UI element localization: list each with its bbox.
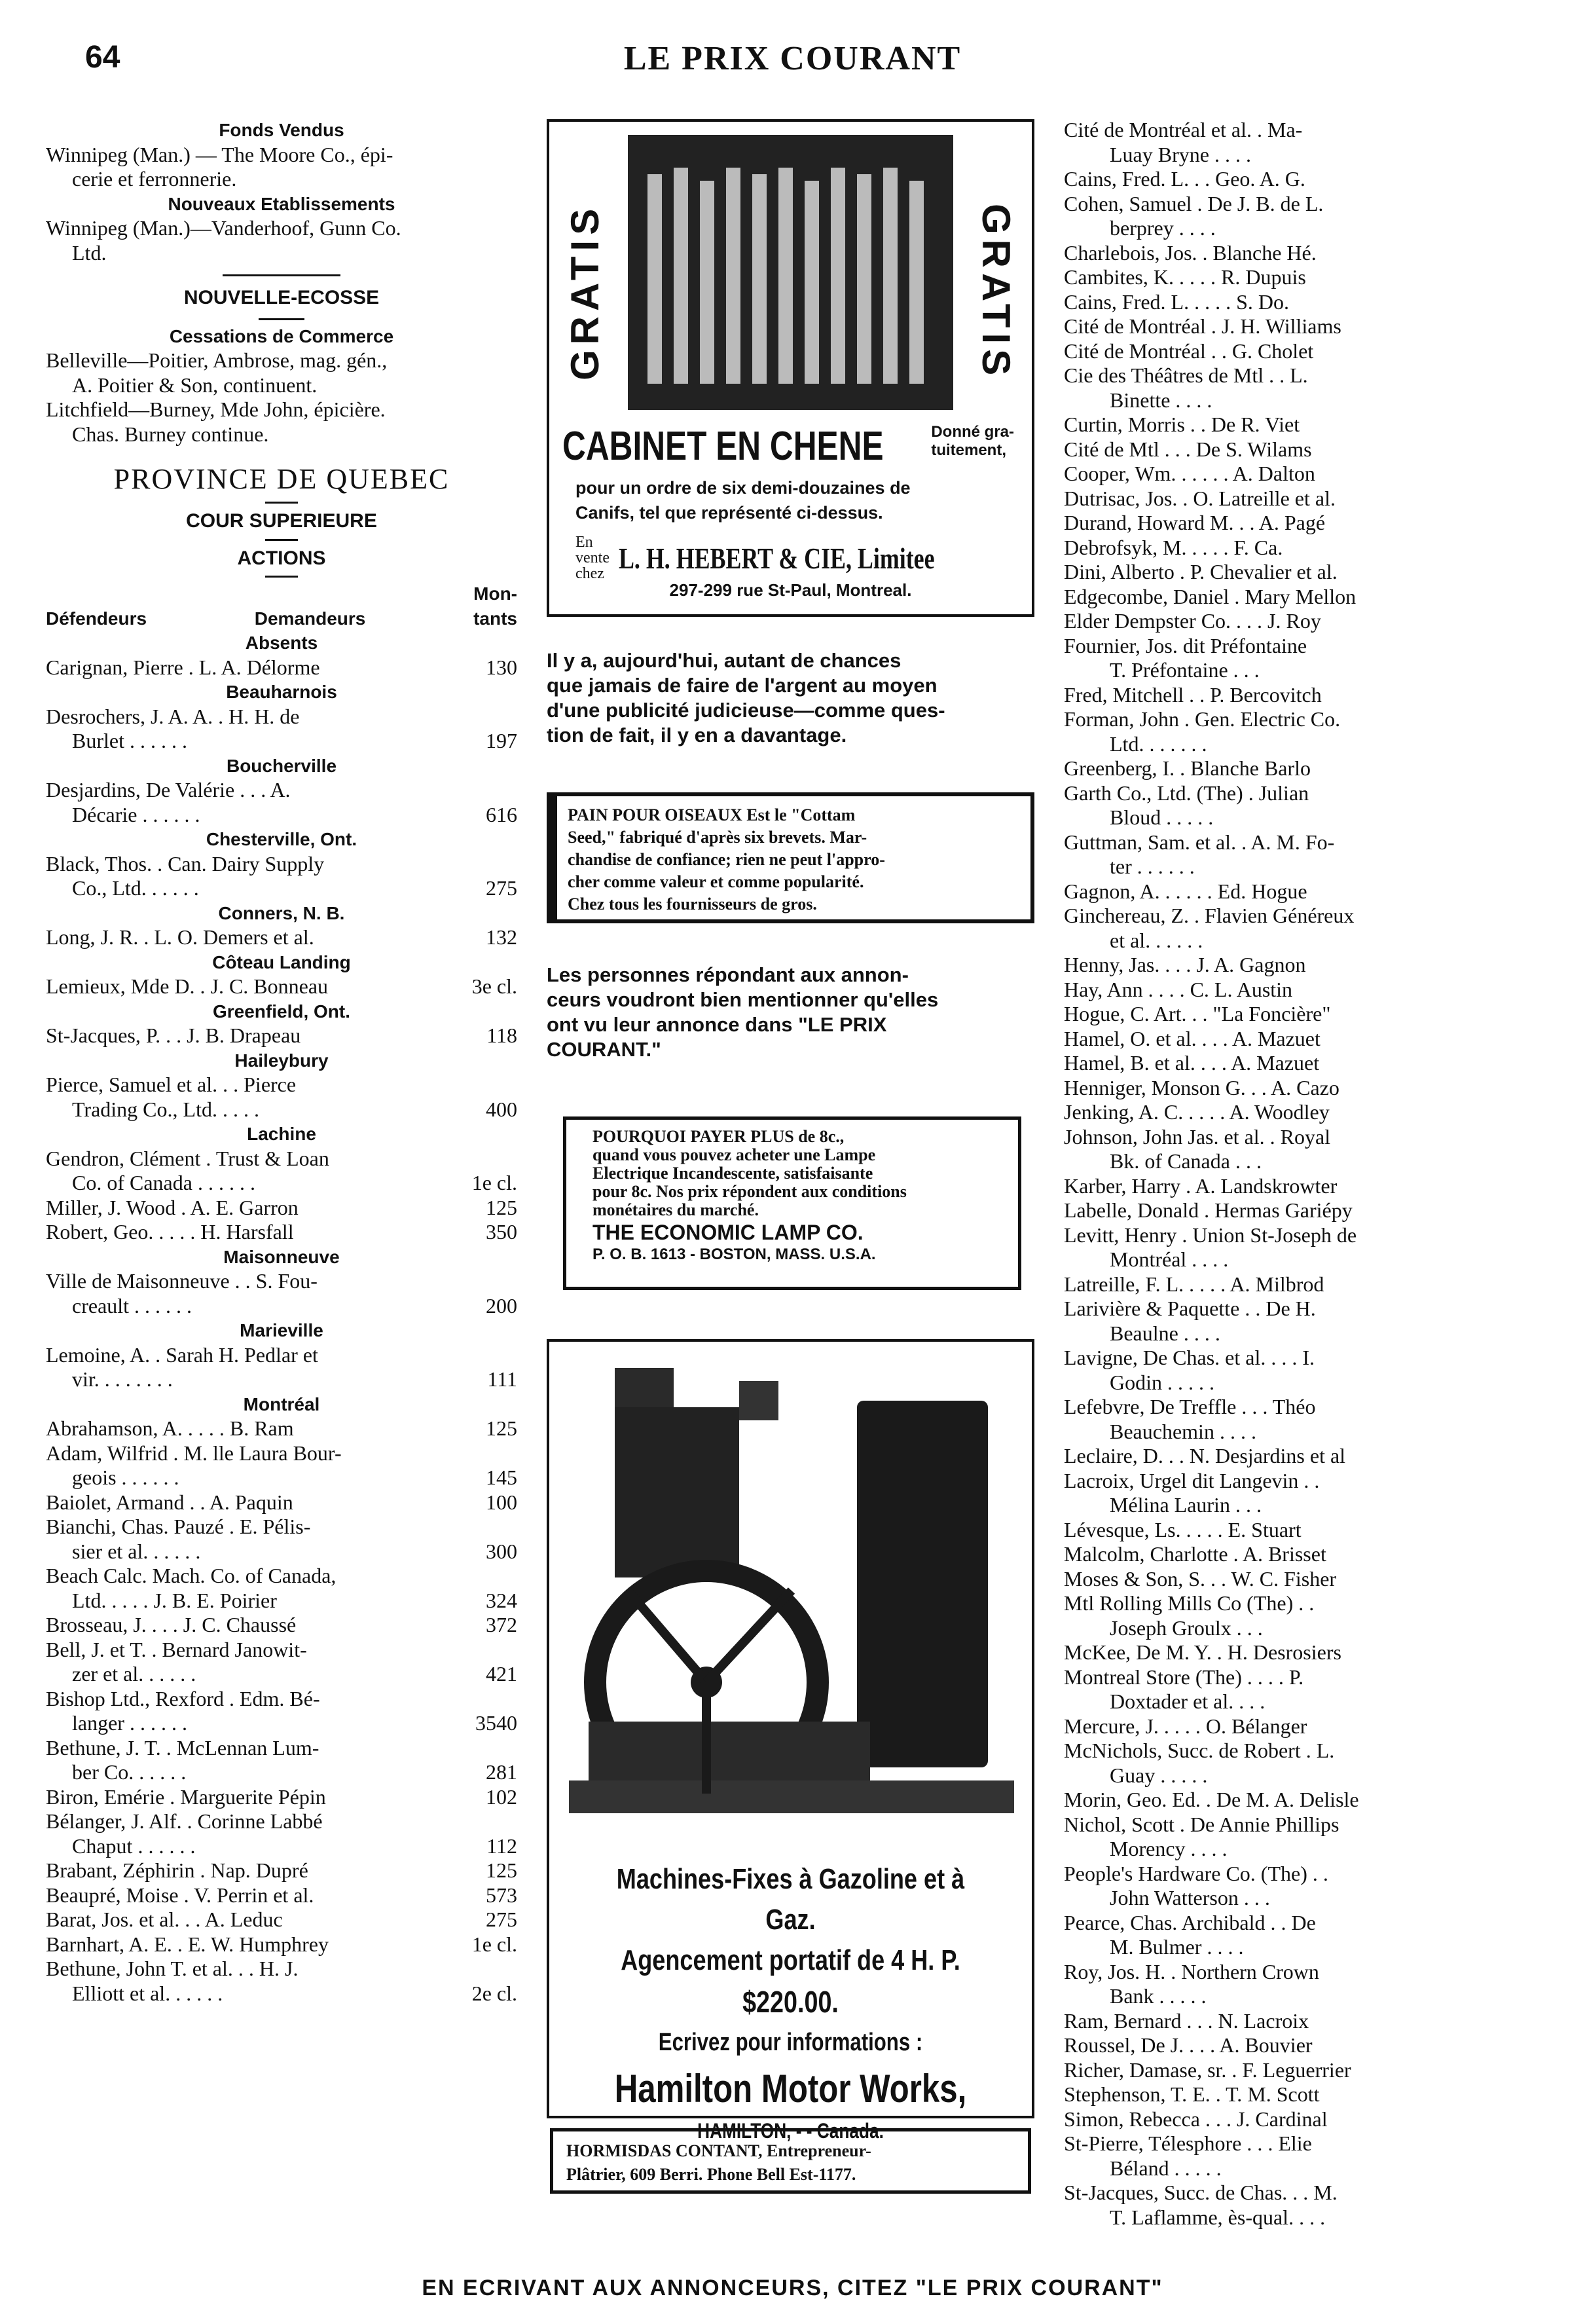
entry-line: Robert, Geo. . . . . H. Harsfall [46,1220,294,1244]
list-item: Malcolm, Charlotte . A. Brisset [1064,1542,1326,1566]
list-item: Karber, Harry . A. Landskrowter [1064,1173,1338,1198]
list-item: Montreal Store (The) . . . . P. [1064,1665,1304,1689]
place-heading: Conners, N. B. [218,902,345,923]
repondant-line: COURANT." [547,1038,661,1061]
list-item: Morin, Geo. Ed. . De M. A. Delisle [1064,1788,1359,1811]
entry-line: Bethune, J. T. . McLennan Lum- [46,1735,319,1760]
entry-line: Barnhart, A. E. . E. W. Humphrey [46,1932,329,1956]
text-line: Winnipeg (Man.)—Vanderhoof, Gunn Co. [46,216,401,240]
text-line: Chas. Burney continue. [72,422,269,446]
entry-line: vir. . . . . . . . [72,1367,173,1391]
list-item: Mtl Rolling Mills Co (The) . . [1064,1591,1315,1615]
list-item: McNichols, Succ. de Robert . L. [1064,1739,1335,1762]
entry-line: Bethune, John T. et al. . . H. J. [46,1957,299,1980]
table-row [46,1196,517,1221]
list-item: Ram, Bernard . . . N. Lacroix [1064,2008,1309,2033]
place-heading: Lachine [247,1124,316,1144]
list-item: Fournier, Jos. dit Préfontaine [1064,633,1307,657]
table-row [46,1073,517,1122]
list-item: Larivière & Paquette . . De H. [1064,1297,1316,1320]
list-item: Lacroix, Urgel dit Langevin . . [1064,1468,1320,1492]
lamp-line: POURQUOI PAYER PLUS de 8c., [592,1127,845,1146]
table-row [46,655,517,680]
entry-amount: 3e cl. [471,974,517,998]
right-column [1064,118,1548,2230]
lamp-line: Electrique Incandescente, satisfaisante [592,1164,873,1183]
table-row [46,974,517,999]
entry-amount: 275 [486,1908,517,1931]
list-item: Levitt, Henry . Union St-Joseph de [1064,1223,1357,1247]
divider-rule [223,274,340,276]
gratis-vente-line: En vente [575,534,610,566]
entry-amount: 275 [486,876,517,900]
list-item: T. Préfontaine . . . [1110,658,1260,682]
entry-line: Bianchi, Chas. Pauzé . E. Pélis- [46,1515,311,1538]
divider-rule [265,539,298,541]
entry-line: Bishop Ltd., Rexford . Edm. Bé- [46,1686,320,1710]
chances-line: Il y a, aujourd'hui, autant de chances [547,649,902,672]
list-item: Ltd. . . . . . . [1110,731,1207,756]
list-item: Godin . . . . . [1110,1370,1214,1394]
list-item: Cité de Montréal . . G. Cholet [1064,339,1314,363]
divider-rule [265,576,298,578]
gratis-side-line: tuitement, [931,441,1006,459]
table-row [46,1809,517,1858]
list-item: Montréal . . . . [1110,1247,1229,1271]
entry-amount: 125 [486,1416,517,1440]
motor-firm: Hamilton Motor Works, [614,2067,967,2111]
list-item: Richer, Damase, sr. . F. Leguerrier [1064,2057,1351,2082]
list-item: Morency . . . . [1110,1837,1228,1860]
gratis-text-line: pour un ordre de six demi-douzaines de [575,478,911,498]
lamp-line: quand vous pouvez acheter une Lampe [592,1145,876,1164]
gratis-text [575,475,1008,525]
list-item: ter . . . . . . [1110,855,1195,878]
entry-amount: 616 [486,802,517,826]
text-line: cerie et ferronnerie. [72,167,237,191]
list-item: Forman, John . Gen. Electric Co. [1064,707,1341,731]
table-row [46,1441,517,1490]
list-item: John Watterson . . . [1110,1886,1270,1909]
lamp-line: monétaires du marché. [592,1200,759,1219]
gratis-firm: L. H. HEBERT & CIE, Limitee [618,541,935,575]
list-item: Beauchemin . . . . [1110,1419,1256,1443]
list-item: Bloud . . . . . [1110,805,1214,829]
list-item: Labelle, Donald . Hermas Gariépy [1064,1198,1353,1222]
entry-line: Lemieux, Mde D. . J. C. Bonneau [46,974,329,998]
repondant-line: ceurs voudront bien mentionner qu'elles [547,988,939,1011]
gratis-side-line: Donné gra- [931,423,1014,441]
place-heading: Chesterville, Ont. [206,829,357,849]
entry-line: Biron, Emérie . Marguerite Pépin [46,1784,326,1809]
gratis-ad [547,119,1034,617]
text-line: Winnipeg (Man.) — The Moore Co., épi- [46,142,393,166]
table-row [46,1490,517,1515]
engine-illustration [549,1342,1032,1839]
list-item: Cohen, Samuel . De J. B. de L. [1064,191,1324,215]
left-column [46,118,517,2006]
list-item: Cooper, Wm. . . . . . A. Dalton [1064,462,1315,485]
entry-line: Décarie . . . . . . [72,802,200,826]
entry-amount: 2e cl. [471,1981,517,2005]
entry-amount: 1e cl. [471,1171,517,1194]
gratis-left-vertical: GRATIS [563,203,607,381]
motor-address: HAMILTON, - - Canada. [697,2119,884,2143]
list-item: Bk. of Canada . . . [1110,1149,1262,1173]
place-heading: Haileybury [234,1050,329,1071]
section-heading: Cessations de Commerce [169,325,394,346]
list-item: Charlebois, Jos. . Blanche Hé. [1064,240,1317,265]
list-item: Garth Co., Ltd. (The) . Julian [1064,781,1309,805]
table-row [46,1343,517,1392]
column-header-demandeurs: Demandeurs [254,608,366,629]
list-item: Luay Bryne . . . . [1110,142,1251,166]
list-item: Simon, Rebecca . . . J. Cardinal [1064,2107,1328,2131]
entry-line: Desrochers, J. A. A. . H. H. de [46,704,300,728]
list-item: T. Laflamme, ès-qual. . . . [1110,2205,1326,2229]
list-item: Nichol, Scott . De Annie Phillips [1064,1812,1339,1836]
list-item: Cains, Fred. L. . . Geo. A. G. [1064,167,1305,191]
list-item: Doxtader et al. . . . [1110,1689,1266,1713]
pain-line: Chez tous les fournisseurs de gros. [568,895,817,913]
list-item: Cie des Théâtres de Mtl . . L. [1064,363,1308,387]
entry-amount: 132 [486,925,517,949]
gratis-address: 297-299 rue St-Paul, Montreal. [669,580,912,600]
text-line: Belleville—Poitier, Ambrose, mag. gén., [46,348,388,372]
pain-line: chandise de confiance; rien ne peut l'appro- [568,850,885,869]
gratis-right-vertical: GRATIS [974,203,1018,381]
section-heading: COUR SUPERIEURE [186,510,377,532]
entry-line: Beach Calc. Mach. Co. of Canada, [46,1564,337,1587]
entry-amount: 281 [486,1760,517,1784]
entry-amount: 200 [486,1293,517,1318]
place-heading: Beauharnois [226,682,337,702]
entry-line: Desjardins, De Valérie . . . A. [46,778,291,802]
table-row [46,1564,517,1613]
table-header-row [46,581,517,606]
lamp-firm: THE ECONOMIC LAMP CO. [592,1221,864,1244]
motor-line-2: Agencement portatif de 4 H. P. [621,1944,960,1976]
pain-oiseaux-ad [547,792,1034,923]
table-row [46,925,517,950]
gratis-title: CABINET EN CHENE [562,424,884,469]
list-item: Jenking, A. C. . . . . A. Woodley [1064,1100,1330,1124]
list-item: Stephenson, T. E. . T. M. Scott [1064,2082,1320,2106]
entry-line: Burlet . . . . . . [72,729,187,752]
hormisdas-ad [550,2128,1031,2194]
chances-text [547,648,1034,748]
entry-amount: 300 [486,1539,517,1563]
entry-line: Bell, J. et T. . Bernard Janowit- [46,1637,307,1661]
motor-ad-text [549,1859,1032,2146]
entry-line: Co. of Canada . . . . . . [72,1171,255,1194]
list-item: Guay . . . . . [1110,1763,1208,1787]
entry-amount: 3540 [475,1711,517,1735]
motor-line-1: Machines-Fixes à Gazoline et à Gaz. [616,1863,965,1936]
province-heading: PROVINCE DE QUEBEC [113,463,450,495]
list-item: Cité de Montréal . J. H. Williams [1064,314,1341,338]
table-row [46,1220,517,1245]
entry-line: ber Co. . . . . . [72,1760,187,1784]
text-line: Ltd. [72,240,107,265]
list-item: Greenberg, I. . Blanche Barlo [1064,756,1311,780]
entry-line: langer . . . . . . [72,1711,187,1735]
entry-line: Baiolet, Armand . . A. Paquin [46,1490,293,1514]
table-row [46,1908,517,1932]
list-item: Johnson, John Jas. et al. . Royal [1064,1124,1331,1149]
entry-line: Lemoine, A. . Sarah H. Pedlar et [46,1342,318,1367]
entry-amount: 112 [486,1834,517,1858]
entry-line: Pierce, Samuel et al. . . Pierce [46,1073,297,1096]
entry-line: sier et al. . . . . . [72,1539,201,1563]
list-item: Pearce, Chas. Archibald . . De [1064,1910,1316,1934]
lamp-line: pour 8c. Nos prix répondent aux conditions [592,1182,907,1201]
list-item: Hamel, B. et al. . . . A. Mazuet [1064,1051,1320,1075]
list-item: Debrofsyk, M. . . . . F. Ca. [1064,535,1283,559]
gratis-vente [575,534,610,581]
list-item: Cains, Fred. L. . . . . S. Do. [1064,289,1289,314]
list-item: St-Pierre, Télesphore . . . Elie [1064,2131,1312,2155]
page-footer: EN ECRIVANT AUX ANNONCEURS, CITEZ "LE PRIX COURANT" [422,2276,1163,2300]
gratis-side-note [931,423,1014,460]
list-item: Mélina Laurin . . . [1110,1493,1262,1517]
lamp-address: P. O. B. 1613 - BOSTON, MASS. U.S.A. [592,1245,876,1263]
entry-line: Barat, Jos. et al. . . A. Leduc [46,1908,283,1931]
place-heading: Marieville [240,1320,323,1340]
entry-amount: 125 [486,1195,517,1219]
table-row [46,1147,517,1196]
entry-amount: 118 [486,1024,517,1047]
list-item: Beaulne . . . . [1110,1321,1220,1345]
list-item: Binette . . . . [1110,388,1212,412]
list-item: Mercure, J. . . . . O. Bélanger [1064,1714,1307,1738]
list-item: M. Bulmer . . . . [1110,1935,1244,1959]
entry-line: Beaupré, Moise . V. Perrin et al. [46,1883,314,1907]
entry-amount: 145 [486,1466,517,1489]
section-heading: Nouveaux Etablissements [168,193,395,214]
entry-amount: 350 [486,1220,517,1244]
entry-amount: 100 [486,1490,517,1514]
list-item: Hogue, C. Art. . . "La Foncière" [1064,1002,1331,1025]
pain-line: Seed," fabriqué d'après six brevets. Mar- [568,828,867,847]
entry-line: Carignan, Pierre . L. A. Délorme [46,655,320,679]
entry-line: Adam, Wilfrid . M. lle Laura Bour- [46,1441,342,1465]
page-title: LE PRIX COURANT [623,40,962,77]
list-item: Latreille, F. L. . . . . A. Milbrod [1064,1272,1324,1296]
table-row [46,1024,517,1048]
list-item: Elder Dempster Co. . . . J. Roy [1064,609,1321,633]
entry-amount: 130 [486,655,517,679]
entry-line: Chaput . . . . . . [72,1834,196,1858]
column-header-montants: Mon- [473,583,517,604]
list-item: Henniger, Monson G. . . A. Cazo [1064,1075,1339,1099]
entry-amount: 400 [486,1097,517,1121]
list-item: Hay, Ann . . . . C. L. Austin [1064,977,1293,1001]
text-line: A. Poitier & Son, continuent. [72,373,318,397]
hormisdas-line: HORMISDAS CONTANT, Entrepreneur- [566,2141,871,2160]
list-item: Edgecombe, Daniel . Mary Mellon [1064,584,1357,608]
column-header-montants: tants [473,608,517,629]
list-item: Roussel, De J. . . . A. Bouvier [1064,2033,1313,2057]
motor-ad [547,1339,1034,2143]
list-item: St-Jacques, Succ. de Chas. . . M. [1064,2181,1338,2204]
list-item: Gagnon, A. . . . . . Ed. Hogue [1064,879,1307,903]
entry-line: Elliott et al. . . . . . [72,1981,223,2005]
table-row [46,1515,517,1564]
entry-line: Trading Co., Ltd. . . . . [72,1097,259,1121]
list-item: People's Hardware Co. (The) . . [1064,1861,1328,1885]
list-item: Bank . . . . . [1110,1984,1207,2008]
entry-line: Ville de Maisonneuve . . S. Fou- [46,1269,318,1293]
table-row [46,1638,517,1687]
entry-line: Brabant, Zéphirin . Nap. Dupré [46,1858,308,1882]
section-heading: Fonds Vendus [219,120,344,140]
table-row [46,1883,517,1908]
gratis-vendor [575,534,1008,581]
motor-price: $220.00. [742,1985,839,2019]
list-item: Durand, Howard M. . . A. Pagé [1064,511,1326,534]
table-row [46,705,517,754]
list-item: Dini, Alberto . P. Chevalier et al. [1064,560,1338,583]
place-heading: Montréal [243,1393,320,1414]
entry-line: Bélanger, J. Alf. . Corinne Labbé [46,1809,323,1833]
page-header [0,39,1585,85]
chances-line: d'une publicité judicieuse—comme ques- [547,699,945,722]
list-item: Moses & Son, S. . . W. C. Fisher [1064,1566,1337,1591]
entry-amount: 573 [486,1883,517,1907]
list-item: Leclaire, D. . . N. Desjardins et al [1064,1444,1346,1467]
entry-amount: 111 [487,1367,517,1391]
entry-line: Co., Ltd. . . . . . [72,876,199,900]
entry-amount: 125 [486,1858,517,1882]
place-heading: Boucherville [226,755,337,776]
table-row [46,1785,517,1810]
table-row [46,1736,517,1785]
pain-line: cher comme valeur et comme popularité. [568,872,864,891]
pain-line: PAIN POUR OISEAUX Est le "Cottam [568,805,856,824]
table-row [46,778,517,827]
table-row [46,1613,517,1638]
list-item: Cité de Mtl . . . De S. Wilams [1064,437,1312,461]
place-heading: Absents [245,633,318,653]
entry-line: Brosseau, J. . . . J. C. Chaussé [46,1613,297,1636]
entry-line: Black, Thos. . Can. Dairy Supply [46,851,325,876]
entry-amount: 324 [486,1588,517,1612]
table-row [46,1932,517,1957]
lamp-ad [563,1116,1021,1290]
list-item: Lavigne, De Chas. et al. . . . I. [1064,1346,1315,1369]
text-line: Litchfield—Burney, Mde John, épicière. [46,397,386,421]
hormisdas-line: Plâtrier, 609 Berri. Phone Bell Est-1177. [566,2165,856,2184]
entry-line: geois . . . . . . [72,1466,179,1489]
list-item: Hamel, O. et al. . . . A. Mazuet [1064,1026,1321,1050]
divider-rule [265,502,298,504]
page-number: 64 [85,40,120,75]
table-row [46,852,517,901]
entry-line: zer et al. . . . . . [72,1662,196,1686]
repondant-text [547,963,1034,1062]
gratis-vente-line: chez [575,565,604,582]
list-item: Guttman, Sam. et al. . A. M. Fo- [1064,830,1335,854]
list-item: Henny, Jas. . . . J. A. Gagnon [1064,953,1306,976]
list-item: Fred, Mitchell . . P. Bercovitch [1064,682,1322,707]
gratis-title-row [562,423,1021,470]
repondant-line: ont vu leur annonce dans "LE PRIX [547,1013,887,1036]
list-item: Dutrisac, Jos. . O. Latreille et al. [1064,486,1336,510]
list-item: Ginchereau, Z. . Flavien Généreux [1064,904,1355,927]
entry-line: creault . . . . . . [72,1293,192,1318]
entry-line: St-Jacques, P. . . J. B. Drapeau [46,1024,301,1047]
list-item: Cité de Montréal et al. . Ma- [1064,118,1303,141]
chances-line: que jamais de faire de l'argent au moyen [547,674,938,697]
entry-line: Abrahamson, A. . . . . B. Ram [46,1416,294,1440]
table-row [46,1416,517,1441]
entry-amount: 102 [486,1784,517,1809]
list-item: Béland . . . . . [1110,2156,1222,2180]
divider-rule [259,318,304,320]
list-item: Joseph Groulx . . . [1110,1615,1263,1640]
gratis-text-line: Canifs, tel que représenté ci-dessus. [575,503,883,523]
list-item: Cambites, K. . . . . R. Dupuis [1064,265,1306,289]
list-item: McKee, De M. Y. . H. Desrosiers [1064,1640,1341,1664]
list-item: Curtin, Morris . . De R. Viet [1064,413,1300,436]
entry-amount: 1e cl. [471,1932,517,1956]
repondant-line: Les personnes répondant aux annon- [547,963,909,986]
entry-line: Long, J. R. . L. O. Demers et al. [46,925,314,949]
motor-line-4: Ecrivez pour informations : [658,2029,923,2056]
chances-line: tion de fait, il y en a davantage. [547,724,847,747]
table-row [46,1957,517,2006]
table-row [46,1687,517,1736]
table-header-row [46,606,517,631]
entry-amount: 197 [486,729,517,752]
list-item: Roy, Jos. H. . Northern Crown [1064,1959,1319,1983]
section-heading: NOUVELLE-ECOSSE [183,287,380,308]
section-heading: ACTIONS [237,547,326,569]
entry-amount: 372 [486,1613,517,1636]
table-row [46,1858,517,1883]
place-heading: Greenfield, Ont. [212,1001,351,1022]
place-heading: Côteau Landing [212,951,351,972]
list-item: Lefebvre, De Treffle . . . Théo [1064,1395,1316,1418]
entry-line: Ltd. . . . . J. B. E. Poirier [72,1588,277,1612]
entry-amount: 421 [486,1662,517,1686]
table-row [46,1269,517,1318]
place-heading: Maisonneuve [223,1246,340,1267]
entry-line: Gendron, Clément . Trust & Loan [46,1146,329,1170]
list-item: et al. . . . . . [1110,928,1203,952]
column-header-defendeurs: Défendeurs [46,608,147,629]
entry-line: Miller, J. Wood . A. E. Garron [46,1195,299,1219]
list-item: berprey . . . . [1110,216,1216,240]
list-item: Lévesque, Ls. . . . . E. Stuart [1064,1517,1302,1541]
